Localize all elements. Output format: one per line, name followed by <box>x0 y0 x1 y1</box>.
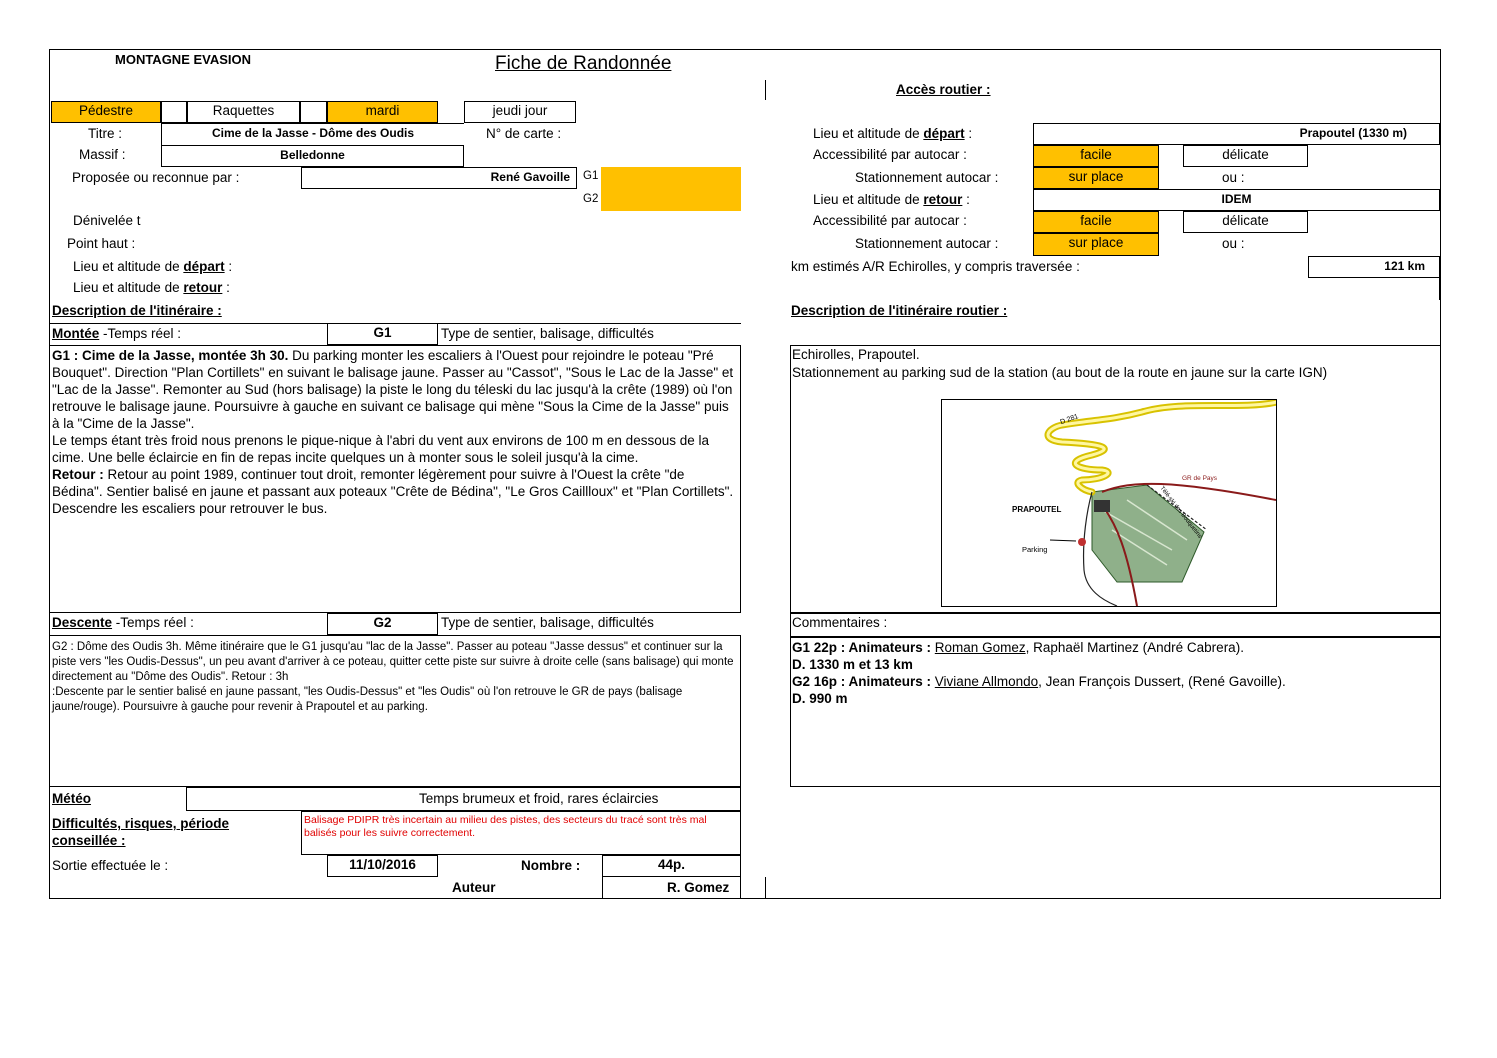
station2-value: sur place <box>1033 233 1159 256</box>
blank-cell-1 <box>161 101 187 123</box>
descente-group: G2 <box>327 613 438 635</box>
routier-line2: Stationnement au parking sud de la station (au bout de la route en jaune sur la carte IGN) <box>792 365 1328 380</box>
parking-arrow <box>1050 540 1076 541</box>
meteo-value-box <box>186 787 741 811</box>
center-divider-top <box>765 80 766 100</box>
nombre-value: 44p. <box>602 855 741 877</box>
access1-facile: facile <box>1033 145 1159 167</box>
montee-type: Type de sentier, balisage, difficultés <box>441 326 654 341</box>
group-highlight <box>601 167 741 211</box>
center-divider-bottom <box>765 877 766 899</box>
descente-label: Descente -Temps réel : <box>52 615 194 630</box>
desc-itineraire-heading: Description de l'itinéraire : <box>52 303 222 318</box>
titre-value: Cime de la Jasse - Dôme des Oudis <box>161 123 464 145</box>
map-drawing <box>942 400 1276 606</box>
ski-area-shape <box>1092 485 1204 582</box>
parking-label: Parking <box>1022 545 1048 554</box>
right-info-edge <box>1439 278 1440 300</box>
montee-group: G1 <box>327 323 438 345</box>
massif-label: Massif : <box>79 147 126 162</box>
r-depart-value: Prapoutel (1330 m) <box>1033 123 1440 145</box>
comment-line2: D. 1330 m et 13 km <box>792 657 913 672</box>
auteur-right-edge <box>740 877 741 899</box>
station1-label: Stationnement autocar : <box>855 170 999 185</box>
jour-cell: mardi <box>327 101 438 123</box>
station-label: PRAPOUTEL <box>1012 505 1062 514</box>
denivele-label: Dénivelée t <box>73 213 141 228</box>
acces-routier-heading: Accès routier : <box>896 82 991 97</box>
auteur-label: Auteur <box>452 880 496 895</box>
road-label: D 281 <box>1059 413 1080 427</box>
access1-delicate: délicate <box>1183 145 1308 167</box>
r-retour-label: Lieu et altitude de retour : <box>813 192 970 207</box>
access2-facile: facile <box>1033 211 1159 233</box>
sortie-label: Sortie effectuée le : <box>52 858 169 873</box>
km-label: km estimés A/R Echirolles, y compris traversée : <box>791 259 1080 274</box>
org-name: MONTAGNE EVASION <box>115 52 252 67</box>
commentaires-label: Commentaires : <box>792 615 888 630</box>
access2-delicate: délicate <box>1183 211 1308 233</box>
station-buildings <box>1094 500 1110 512</box>
auteur-value: R. Gomez <box>667 880 730 895</box>
meteo-label: Météo <box>52 791 92 806</box>
r-retour-value: IDEM <box>1033 189 1440 211</box>
desc-routier-heading: Description de l'itinéraire routier : <box>791 303 1008 318</box>
auteur-divider <box>602 877 603 899</box>
g1-label: G1 <box>583 170 599 182</box>
comment-line1: G1 22p : Animateurs : Roman Gomez, Raphaël Martinez (André Cabrera). <box>792 640 1244 655</box>
carte-label: N° de carte : <box>486 126 562 141</box>
blank-cell-2 <box>300 101 327 123</box>
proposee-value: René Gavoille <box>301 167 577 189</box>
descente-text: G2 : Dôme des Oudis 3h. Même itinéraire que le G1 jusqu'au "lac de la Jasse". Passer au poteau "Jasse dessus" et continuer sur la piste vers "les Oudis-Dessus", un peu avant d'arriver à ce poteau, quitter cette piste sur suivre à droite celle (sans balisage) qui monte directement au "Dôme des Oudis". Retour : 3h :Descente par le sentier balisé en jaune passant, "les Oudis-Dessus" et "les Oudis" où l'on retrouve le GR de pays (balisage jaune/rouge). Poursuivre à gauche pour revenir à Prapoutel et au parking. <box>52 641 734 713</box>
road-d281-inner <box>1048 402 1276 492</box>
station2-label: Stationnement autocar : <box>855 236 999 251</box>
proposee-label: Proposée ou reconnue par : <box>72 170 240 185</box>
raquettes-cell: Raquettes <box>187 101 300 123</box>
point-haut-label: Point haut : <box>67 236 136 251</box>
station1-ou: ou : <box>1222 170 1245 185</box>
station2-ou: ou : <box>1222 236 1245 251</box>
page-title: Fiche de Randonnée <box>495 53 672 74</box>
comment-line3: G2 16p : Animateurs : Viviane Allmondo, Jean François Dussert, (René Gavoille). <box>792 674 1286 689</box>
station1-value: sur place <box>1033 167 1159 189</box>
descente-type: Type de sentier, balisage, difficultés <box>441 615 654 630</box>
titre-label: Titre : <box>88 126 123 141</box>
comment-line4: D. 990 m <box>792 691 848 706</box>
montee-label: Montée -Temps réel : <box>52 326 182 341</box>
access2-label: Accessibilité par autocar : <box>813 213 967 228</box>
r-depart-label: Lieu et altitude de départ : <box>813 126 973 141</box>
nombre-label: Nombre : <box>521 858 581 873</box>
route-map <box>941 399 1277 607</box>
g2-label: G2 <box>583 193 599 205</box>
difficultes-value: Balisage PDIPR très incertain au milieu des pistes, des secteurs du tracé sont très mal balisés pour les suivre correctement. <box>304 814 707 839</box>
retour-label: Lieu et altitude de retour : <box>73 280 230 295</box>
meteo-value: Temps brumeux et froid, rares éclaircies <box>419 791 659 806</box>
routier-line1: Echirolles, Prapoutel. <box>792 347 920 362</box>
parking-marker <box>1078 538 1086 546</box>
massif-value: Belledonne <box>161 145 464 167</box>
access1-label: Accessibilité par autocar : <box>813 147 967 162</box>
pedestre-cell: Pédestre <box>51 101 161 123</box>
difficultes-label: Difficultés, risques, période conseillée : <box>52 816 230 848</box>
depart-label: Lieu et altitude de départ : <box>73 259 233 274</box>
jeudi-cell: jeudi jour <box>464 101 576 123</box>
commentaires-header-box <box>790 613 1441 637</box>
teleski-label: Télé-ski des Bouquetins <box>1158 485 1203 540</box>
gr-label: GR de Pays <box>1182 475 1218 482</box>
km-value: 121 km <box>1308 256 1440 278</box>
sortie-date: 11/10/2016 <box>327 855 438 877</box>
montee-text: G1 : Cime de la Jasse, montée 3h 30. Du parking monter les escaliers à l'Ouest pour rejoindre le poteau "Pré Bouquet". Direction "Plan Cortillets" en suivant le balisage jaune. Passer au "Cassot", "Sous le Lac de la Jasse" et "Lac de la Jasse". Remonter au Sud (hors balisage) la piste le long du téleski du lac jusqu'à la crête (1989) où l'on retrouve le balisage jaune. Poursuivre à gauche en suivant ce balisage qui mène "Sous la Cime de la Jasse" puis à la "Cime de la Jasse". Le temps étant très froid nous prenons le pique-nique à l'abri du vent aux environs de 100 m en dessous de la cime. Une belle éclaircie en fin de repas incite quelques un à monter sous le soleil jusqu'à la cime. Retour : Retour au point 1989, continuer tout droit, remonter légèrement pour suivre à l'Ouest la crête "de Bédina". Sentier balisé en jaune et passant aux poteaux "Crête de Bédina", "Le Gros Caillloux" et "Plan Cortillets". Descendre les escaliers pour retrouver le bus. <box>52 348 734 516</box>
